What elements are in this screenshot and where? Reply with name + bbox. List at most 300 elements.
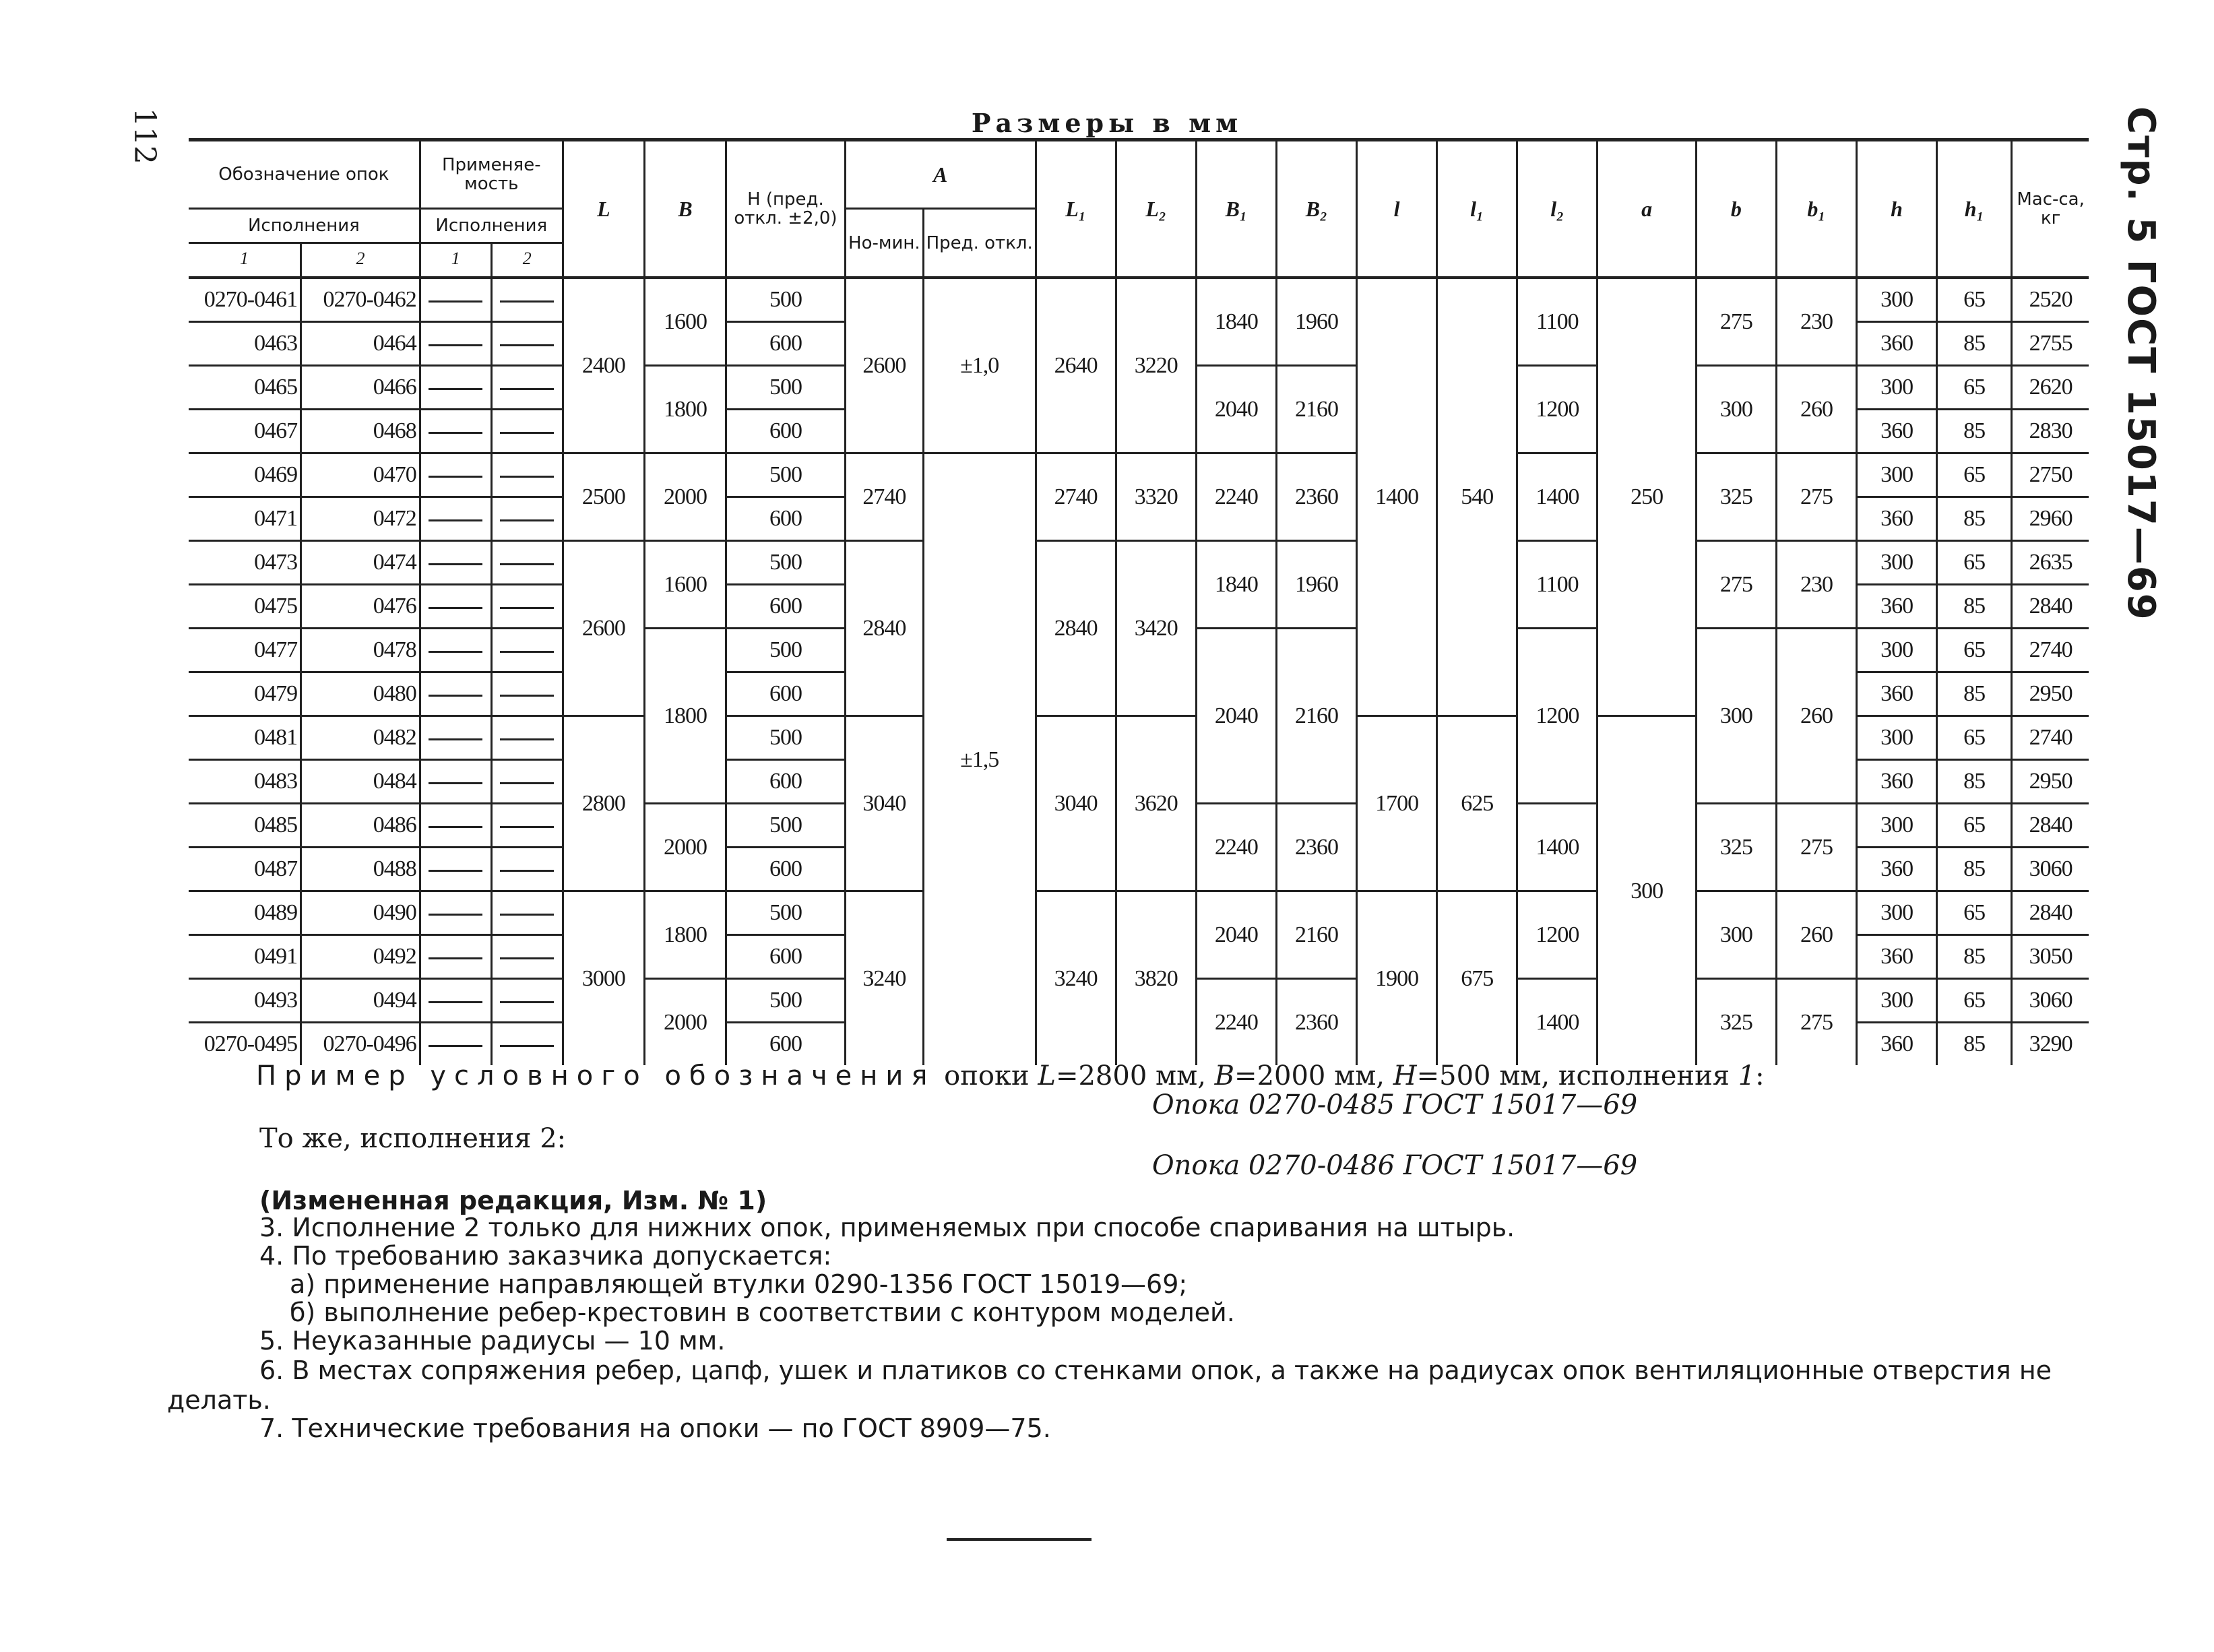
cell-mass: 3060	[2012, 848, 2089, 891]
cell-h1: 65	[1937, 891, 2012, 935]
header-designation: Обозначение опок	[189, 140, 420, 209]
cell-B2: 2160	[1276, 891, 1356, 979]
example-line	[256, 1061, 2129, 1091]
cell-B2: 1960	[1276, 278, 1356, 366]
header-b: b	[1696, 140, 1776, 278]
cell-h: 300	[1857, 629, 1937, 672]
header-L: L	[563, 140, 644, 278]
cell-exec-2: 0482	[301, 716, 420, 760]
cell-B: 2000	[644, 453, 726, 541]
cell-A-tol: ±1,5	[923, 453, 1036, 1066]
cell-mass: 2840	[2012, 585, 2089, 629]
cell-applicability-dash	[491, 760, 563, 804]
cell-h1: 85	[1937, 497, 2012, 541]
cell-H: 600	[726, 1023, 846, 1066]
cell-l2: 1400	[1517, 804, 1598, 891]
footer-rule	[947, 1538, 1092, 1541]
cell-b1: 275	[1776, 804, 1856, 891]
dash-mark	[500, 607, 554, 609]
dash-mark	[500, 519, 554, 521]
cell-L2: 3820	[1116, 891, 1196, 1066]
header-b1: b₁	[1776, 140, 1856, 278]
cell-L: 2400	[563, 278, 644, 453]
cell-exec-1: 0475	[189, 585, 301, 629]
dash-mark	[429, 695, 482, 697]
example-H: H	[1393, 1060, 1417, 1091]
cell-b: 325	[1696, 979, 1776, 1066]
cell-applicability-dash	[420, 672, 491, 716]
cell-exec-2: 0484	[301, 760, 420, 804]
cell-h1: 65	[1937, 804, 2012, 848]
cell-H: 500	[726, 716, 846, 760]
cell-L2: 3220	[1116, 278, 1196, 453]
dash-mark	[500, 563, 554, 565]
cell-exec-2: 0476	[301, 585, 420, 629]
cell-B2: 2360	[1276, 453, 1356, 541]
cell-A-tol: ±1,0	[923, 278, 1036, 453]
cell-exec-1: 0469	[189, 453, 301, 497]
cell-exec-2: 0464	[301, 322, 420, 366]
dash-mark	[429, 432, 482, 434]
cell-applicability-dash	[420, 453, 491, 497]
cell-h1: 85	[1937, 760, 2012, 804]
dash-mark	[429, 651, 482, 653]
header-B: B	[644, 140, 726, 278]
header-a: a	[1598, 140, 1696, 278]
cell-H: 600	[726, 672, 846, 716]
cell-B1: 2240	[1196, 453, 1276, 541]
dash-mark	[500, 870, 554, 872]
cell-applicability-dash	[420, 804, 491, 848]
table-row	[189, 278, 2089, 322]
header-execution-left: Исполнения	[189, 209, 420, 243]
cell-H: 500	[726, 541, 846, 585]
cell-exec-1: 0270-0495	[189, 1023, 301, 1066]
cell-mass: 2840	[2012, 891, 2089, 935]
cell-A-nom: 2740	[845, 453, 923, 541]
table-caption: Размеры в мм	[971, 108, 1243, 138]
cell-applicability-dash	[420, 366, 491, 410]
cell-b: 300	[1696, 891, 1776, 979]
cell-applicability-dash	[491, 322, 563, 366]
page-number: 112	[127, 108, 162, 164]
cell-L1: 2640	[1036, 278, 1116, 453]
table-header	[189, 140, 2089, 278]
header-exec-2: 2	[301, 243, 420, 274]
cell-h: 360	[1857, 585, 1937, 629]
cell-mass: 2950	[2012, 760, 2089, 804]
header-mass: Мас-са, кг	[2012, 140, 2089, 278]
cell-exec-1: 0463	[189, 322, 301, 366]
cell-B1: 1840	[1196, 278, 1276, 366]
cell-l1: 540	[1437, 278, 1517, 716]
cell-l2: 1200	[1517, 629, 1598, 804]
cell-L2: 3420	[1116, 541, 1196, 716]
cell-A-nom: 2840	[845, 541, 923, 716]
cell-h: 360	[1857, 322, 1937, 366]
cell-b1: 260	[1776, 891, 1856, 979]
dash-mark	[429, 519, 482, 521]
cell-mass: 2620	[2012, 366, 2089, 410]
cell-H: 600	[726, 935, 846, 979]
cell-exec-2: 0270-0496	[301, 1023, 420, 1066]
header-app-1: 1	[420, 243, 491, 274]
cell-applicability-dash	[420, 278, 491, 322]
cell-h1: 65	[1937, 716, 2012, 760]
dash-mark	[429, 300, 482, 303]
header-A-tol: Пред. откл.	[923, 209, 1036, 278]
cell-l2: 1100	[1517, 541, 1598, 629]
example-B-val: =2000 мм,	[1234, 1060, 1393, 1091]
dash-mark	[500, 914, 554, 916]
header-l: l	[1357, 140, 1437, 278]
header-L1: L₁	[1036, 140, 1116, 278]
cell-h: 360	[1857, 410, 1937, 453]
note-6: 6. В местах сопряжения ребер, цапф, ушек и платиков со стенками опок, а также на радиусах опок вентиляционные отверстия не делать.	[167, 1356, 2052, 1415]
cell-l2: 1200	[1517, 366, 1598, 453]
cell-applicability-dash	[420, 629, 491, 672]
cell-b1: 230	[1776, 278, 1856, 366]
example-colon: :	[1755, 1060, 1765, 1091]
dash-mark	[429, 870, 482, 872]
cell-H: 500	[726, 804, 846, 848]
dash-mark	[429, 738, 482, 740]
cell-exec-1: 0479	[189, 672, 301, 716]
dash-mark	[429, 563, 482, 565]
cell-mass: 2755	[2012, 322, 2089, 366]
cell-applicability-dash	[420, 760, 491, 804]
cell-h: 360	[1857, 672, 1937, 716]
cell-B2: 2160	[1276, 366, 1356, 453]
header-B2: B₂	[1276, 140, 1356, 278]
cell-h1: 85	[1937, 410, 2012, 453]
header-A-nom: Но-мин.	[845, 209, 923, 278]
cell-applicability-dash	[420, 541, 491, 585]
cell-applicability-dash	[491, 935, 563, 979]
cell-h: 360	[1857, 497, 1937, 541]
cell-applicability-dash	[420, 716, 491, 760]
cell-B1: 2240	[1196, 804, 1276, 891]
cell-mass: 3290	[2012, 1023, 2089, 1066]
cell-h: 300	[1857, 804, 1937, 848]
cell-applicability-dash	[491, 497, 563, 541]
cell-L1: 2840	[1036, 541, 1116, 716]
cell-b1: 275	[1776, 453, 1856, 541]
cell-l1: 625	[1437, 716, 1517, 891]
cell-H: 600	[726, 410, 846, 453]
cell-H: 600	[726, 760, 846, 804]
cell-H: 500	[726, 278, 846, 322]
header-h: h	[1857, 140, 1937, 278]
dash-mark	[500, 344, 554, 346]
cell-L: 3000	[563, 891, 644, 1066]
cell-A-nom: 3040	[845, 716, 923, 891]
cell-applicability-dash	[420, 979, 491, 1023]
cell-exec-1: 0467	[189, 410, 301, 453]
cell-h1: 65	[1937, 541, 2012, 585]
dash-mark	[429, 1045, 482, 1047]
cell-h: 360	[1857, 848, 1937, 891]
cell-b: 300	[1696, 629, 1776, 804]
cell-A-nom: 2600	[845, 278, 923, 453]
dash-mark	[429, 826, 482, 828]
cell-applicability-dash	[491, 891, 563, 935]
cell-h1: 85	[1937, 848, 2012, 891]
cell-h1: 65	[1937, 278, 2012, 322]
cell-applicability-dash	[491, 979, 563, 1023]
cell-B2: 2360	[1276, 804, 1356, 891]
cell-B: 1800	[644, 629, 726, 804]
cell-h: 360	[1857, 935, 1937, 979]
cell-a: 300	[1598, 716, 1696, 1066]
cell-applicability-dash	[491, 672, 563, 716]
cell-H: 500	[726, 453, 846, 497]
cell-b: 275	[1696, 541, 1776, 629]
cell-l: 1700	[1357, 716, 1437, 891]
dash-mark	[500, 432, 554, 434]
cell-mass: 2960	[2012, 497, 2089, 541]
example-designation-2: Опока 0270-0486 ГОСТ 15017—69	[1151, 1150, 1638, 1181]
cell-h: 300	[1857, 278, 1937, 322]
cell-exec-1: 0489	[189, 891, 301, 935]
cell-L2: 3620	[1116, 716, 1196, 891]
header-l1: l₁	[1437, 140, 1517, 278]
cell-l2: 1400	[1517, 979, 1598, 1066]
note-4: 4. По требованию заказчика допускается:	[259, 1241, 832, 1271]
dash-mark	[500, 957, 554, 959]
dash-mark	[429, 388, 482, 390]
cell-exec-1: 0477	[189, 629, 301, 672]
dash-mark	[500, 695, 554, 697]
header-execution-right: Исполнения	[420, 209, 563, 243]
dash-mark	[500, 826, 554, 828]
example-B: B	[1214, 1060, 1235, 1091]
example-designation-1: Опока 0270-0485 ГОСТ 15017—69	[1151, 1089, 1638, 1120]
cell-h: 300	[1857, 541, 1937, 585]
example-exec: 1	[1738, 1060, 1756, 1091]
same-execution-label: То же, исполнения 2:	[259, 1123, 567, 1154]
cell-exec-1: 0481	[189, 716, 301, 760]
note-4b: б) выполнение ребер-крестовин в соответствии с контуром моделей.	[290, 1298, 1235, 1327]
cell-h1: 85	[1937, 585, 2012, 629]
cell-L: 2800	[563, 716, 644, 891]
dash-mark	[429, 1001, 482, 1003]
cell-applicability-dash	[491, 278, 563, 322]
example-H-val: =500 мм, исполнения	[1416, 1060, 1738, 1091]
table-row	[189, 541, 2089, 585]
cell-exec-1: 0471	[189, 497, 301, 541]
cell-exec-1: 0487	[189, 848, 301, 891]
cell-H: 600	[726, 585, 846, 629]
cell-L: 2500	[563, 453, 644, 541]
dash-mark	[429, 476, 482, 478]
cell-mass: 2950	[2012, 672, 2089, 716]
table-row	[189, 453, 2089, 497]
cell-applicability-dash	[420, 848, 491, 891]
cell-exec-2: 0488	[301, 848, 420, 891]
header-exec-1: 1	[189, 243, 301, 274]
dimensions-table	[189, 138, 2089, 1065]
cell-applicability-dash	[420, 1023, 491, 1066]
cell-a: 250	[1598, 278, 1696, 716]
dash-mark	[500, 1001, 554, 1003]
dash-mark	[500, 388, 554, 390]
cell-applicability-dash	[491, 453, 563, 497]
cell-applicability-dash	[491, 541, 563, 585]
cell-applicability-dash	[491, 848, 563, 891]
cell-applicability-dash	[491, 410, 563, 453]
cell-applicability-dash	[420, 322, 491, 366]
cell-exec-2: 0468	[301, 410, 420, 453]
cell-b1: 230	[1776, 541, 1856, 629]
cell-l1: 675	[1437, 891, 1517, 1066]
dash-mark	[429, 914, 482, 916]
cell-b1: 260	[1776, 366, 1856, 453]
cell-l2: 1200	[1517, 891, 1598, 979]
example-L-val: =2800 мм,	[1055, 1060, 1215, 1091]
table-row	[189, 891, 2089, 935]
header-A: A	[845, 140, 1036, 209]
table-body	[189, 278, 2089, 1065]
cell-h: 300	[1857, 891, 1937, 935]
cell-applicability-dash	[420, 497, 491, 541]
cell-l2: 1100	[1517, 278, 1598, 366]
dash-mark	[500, 738, 554, 740]
cell-h: 300	[1857, 716, 1937, 760]
cell-h: 360	[1857, 1023, 1937, 1066]
cell-exec-2: 0466	[301, 366, 420, 410]
cell-mass: 2740	[2012, 629, 2089, 672]
cell-exec-1: 0270-0461	[203, 287, 298, 312]
cell-h: 300	[1857, 453, 1937, 497]
cell-exec-2: 0480	[301, 672, 420, 716]
cell-b1: 260	[1776, 629, 1856, 804]
cell-exec-2: 0492	[301, 935, 420, 979]
header-applicability: Применяе-мость	[420, 140, 563, 209]
dash-mark	[500, 782, 554, 784]
cell-exec-1: 0473	[189, 541, 301, 585]
cell-exec-2: 0490	[301, 891, 420, 935]
cell-h1: 65	[1937, 453, 2012, 497]
cell-b: 325	[1696, 453, 1776, 541]
cell-exec-1: 0493	[189, 979, 301, 1023]
dash-mark	[429, 782, 482, 784]
dash-mark	[500, 300, 554, 303]
note-7: 7. Технические требования на опоки — по ГОСТ 8909—75.	[259, 1413, 1051, 1443]
dash-mark	[429, 344, 482, 346]
dash-mark	[429, 607, 482, 609]
cell-exec-2: 0472	[301, 497, 420, 541]
cell-b: 325	[1696, 804, 1776, 891]
cell-applicability-dash	[420, 935, 491, 979]
cell-applicability-dash	[420, 585, 491, 629]
cell-applicability-dash	[491, 366, 563, 410]
dimensions-table-wrapper	[189, 138, 2089, 1065]
cell-h1: 85	[1937, 672, 2012, 716]
cell-mass: 3060	[2012, 979, 2089, 1023]
cell-mass: 3050	[2012, 935, 2089, 979]
cell-exec-2: 0474	[301, 541, 420, 585]
cell-h: 360	[1857, 760, 1937, 804]
cell-mass: 2830	[2012, 410, 2089, 453]
cell-B2: 1960	[1276, 541, 1356, 629]
cell-B1: 1840	[1196, 541, 1276, 629]
cell-exec-2: 0478	[301, 629, 420, 672]
cell-H: 500	[726, 979, 846, 1023]
cell-exec-2: 0470	[301, 453, 420, 497]
cell-L: 2600	[563, 541, 644, 716]
cell-mass: 2750	[2012, 453, 2089, 497]
note-4a: а) применение направляющей втулки 0290-1356 ГОСТ 15019—69;	[290, 1269, 1188, 1299]
cell-h1: 85	[1937, 1023, 2012, 1066]
cell-B: 1600	[644, 541, 726, 629]
cell-l: 1400	[1357, 278, 1437, 716]
cell-exec-1: 0465	[189, 366, 301, 410]
cell-applicability-dash	[491, 585, 563, 629]
revision-note: (Измененная редакция, Изм. № 1)	[259, 1186, 767, 1215]
cell-B1: 2040	[1196, 366, 1276, 453]
cell-B: 1800	[644, 366, 726, 453]
cell-exec-2: 0486	[301, 804, 420, 848]
header-app-2: 2	[491, 243, 563, 274]
cell-b: 300	[1696, 366, 1776, 453]
cell-B1: 2040	[1196, 891, 1276, 979]
cell-applicability-dash	[491, 629, 563, 672]
cell-b1: 275	[1776, 979, 1856, 1066]
cell-applicability-dash	[420, 891, 491, 935]
cell-A-nom: 3240	[845, 891, 923, 1066]
cell-L1: 2740	[1036, 453, 1116, 541]
header-l2: l₂	[1517, 140, 1598, 278]
cell-h1: 85	[1937, 935, 2012, 979]
cell-h1: 65	[1937, 366, 2012, 410]
cell-B: 1600	[644, 278, 726, 366]
side-header: Стр. 5 ГОСТ 15017—69	[2119, 106, 2163, 621]
cell-exec-1: 0485	[189, 804, 301, 848]
cell-h: 300	[1857, 366, 1937, 410]
cell-H: 600	[726, 322, 846, 366]
cell-l: 1900	[1357, 891, 1437, 1066]
dash-mark	[429, 957, 482, 959]
header-H: H (пред. откл. ±2,0)	[726, 140, 846, 278]
cell-exec-1: 0491	[189, 935, 301, 979]
cell-H: 600	[726, 497, 846, 541]
note-5: 5. Неуказанные радиусы — 10 мм.	[259, 1326, 726, 1356]
cell-L1: 3040	[1036, 716, 1116, 891]
cell-H: 600	[726, 848, 846, 891]
cell-H: 500	[726, 891, 846, 935]
cell-exec-2: 0494	[301, 979, 420, 1023]
cell-B1: 2040	[1196, 629, 1276, 804]
cell-applicability-dash	[420, 410, 491, 453]
cell-mass: 2520	[2012, 278, 2089, 322]
example-rest-a: опоки	[935, 1060, 1038, 1091]
cell-h1: 65	[1937, 629, 2012, 672]
cell-mass: 2840	[2012, 804, 2089, 848]
cell-h1: 85	[1937, 322, 2012, 366]
cell-b: 275	[1696, 278, 1776, 366]
header-L2: L₂	[1116, 140, 1196, 278]
example-label: Пример условного обозначения	[256, 1060, 936, 1091]
cell-H: 500	[726, 629, 846, 672]
cell-B: 2000	[644, 804, 726, 891]
cell-mass: 2740	[2012, 716, 2089, 760]
cell-h: 300	[1857, 979, 1937, 1023]
cell-H: 500	[726, 366, 846, 410]
cell-exec-1: 0483	[189, 760, 301, 804]
cell-L1: 3240	[1036, 891, 1116, 1066]
cell-B: 2000	[644, 979, 726, 1066]
